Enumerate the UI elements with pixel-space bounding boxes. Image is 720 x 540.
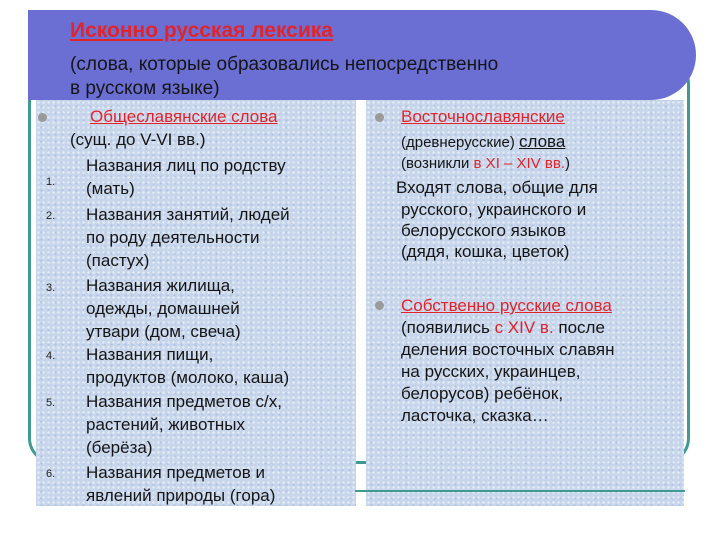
right-body-line: Входят слова, общие для	[396, 178, 598, 197]
right-subheading	[401, 131, 565, 154]
subtitle-line: в русском языке)	[70, 78, 220, 99]
period-highlight: в XI – XIV вв.	[473, 155, 565, 172]
subheading-part: слова	[518, 132, 566, 151]
right-body-line: на русских, украинцев,	[401, 362, 581, 381]
period-part: (возникли	[401, 155, 474, 172]
list-item-line: растений, животных	[86, 415, 245, 434]
right-body-line	[401, 317, 605, 339]
list-number: 1.	[46, 176, 56, 188]
right-body-line: белорусского языков	[401, 221, 566, 240]
slide-title: Исконно русская лексика	[70, 19, 333, 42]
bottom-divider-line	[355, 490, 685, 492]
subheading-part: (древнерусские)	[401, 134, 519, 151]
bullet-icon	[38, 113, 47, 122]
period-part: )	[564, 155, 570, 172]
list-item-line: Названия предметов с/х,	[86, 392, 282, 411]
list-item-line: продуктов (молоко, каша)	[86, 368, 290, 387]
list-number: 3.	[46, 282, 56, 294]
list-number: 5.	[46, 397, 56, 409]
right-body-line: русского, украинского и	[401, 200, 587, 219]
body-part: (появились	[401, 318, 495, 337]
list-item-line: Названия предметов и	[86, 463, 265, 482]
list-item-line: (мать)	[86, 179, 135, 198]
right-body-line: ласточка, сказка…	[401, 406, 549, 425]
left-heading: Общеславянские слова	[90, 107, 278, 126]
slide-subtitle	[70, 53, 700, 101]
list-item-line: Названия жилища,	[86, 276, 235, 295]
right-body-line: деления восточных славян	[401, 340, 615, 359]
bullet-icon	[375, 113, 384, 122]
list-item-line: по роду деятельности	[86, 228, 260, 247]
left-heading-sub: (сущ. до V-VI вв.)	[70, 130, 206, 149]
body-part: после	[553, 318, 605, 337]
period-highlight: с XIV в.	[494, 318, 554, 337]
list-item-line: утвари (дом, свеча)	[86, 322, 241, 341]
list-number: 6.	[46, 468, 56, 480]
list-item-line: одежды, домашней	[86, 299, 240, 318]
right-heading-russian-proper: Собственно русские слова	[401, 296, 612, 315]
subtitle-line: (слова, которые образовались непосредственно	[70, 54, 499, 75]
bullet-icon	[375, 301, 384, 310]
list-number: 2.	[46, 210, 56, 222]
list-item-line: Названия пищи,	[86, 345, 214, 364]
list-item-line: явлений природы (гора)	[86, 486, 276, 505]
right-body-line: белорусов) ребёнок,	[401, 384, 564, 403]
list-number: 4.	[46, 350, 56, 362]
title-header	[28, 10, 696, 100]
right-body-line: (дядя, кошка, цветок)	[401, 242, 570, 261]
list-item-line: Названия занятий, людей	[86, 205, 290, 224]
list-item-line: Названия лиц по родству	[86, 156, 286, 175]
list-item-line: (пастух)	[86, 251, 150, 270]
right-period-note	[401, 153, 570, 175]
list-item-line: (берёза)	[86, 438, 153, 457]
right-heading-east-slavic: Восточнославянские	[401, 107, 565, 126]
